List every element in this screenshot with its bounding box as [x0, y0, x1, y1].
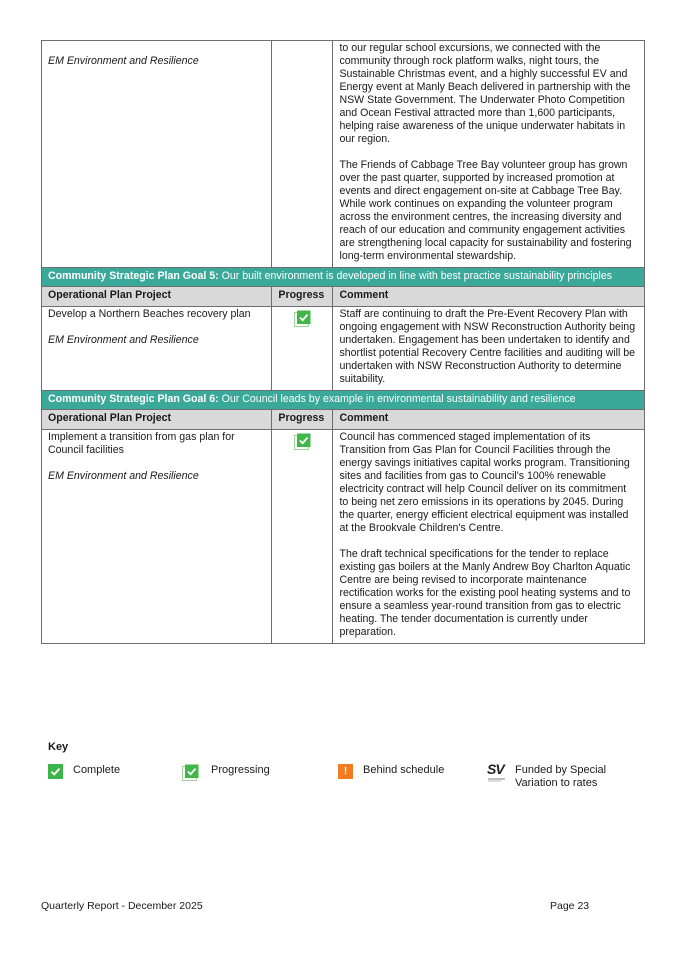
goal-label: Community Strategic Plan Goal 5: [48, 270, 219, 282]
key-item-funded [487, 761, 625, 790]
key-item-complete [48, 764, 120, 779]
goal-label: Community Strategic Plan Goal 6: [48, 393, 219, 405]
operational-plan-table [41, 40, 645, 644]
sv-logo-text: SV [487, 761, 504, 777]
header-project: Operational Plan Project [42, 410, 272, 430]
footer-report-title: Quarterly Report - December 2025 [41, 900, 203, 912]
comment-paragraph: Staff are continuing to draft the Pre-Event Recovery Plan with ongoing engagement with NSW Reconstruction Authority being undertaken. Engagement has been undertaken to identify and shortlist potential Recovery Centre facilities and auditing will be undertaken with NSW Reconstruction Authority to determine suitability. [339, 308, 636, 385]
footer-page-number: Page 23 [550, 900, 590, 912]
project-name: Develop a Northern Beaches recovery plan [48, 308, 251, 320]
header-comment: Comment [333, 287, 645, 307]
project-owner: EM Environment and Resilience [48, 334, 199, 346]
table-header-row [42, 287, 645, 307]
progressing-icon [294, 310, 311, 327]
key-label-funded: Funded by Special Variation to rates [515, 764, 607, 789]
table-row [42, 307, 645, 391]
comment-paragraph: to our regular school excursions, we connected with the community through rock platform walks, night tours, the Sustainable Christmas event, and a highly successful EV and Energy event at Manly Beach delivered in partnership with the NSW State Government. The Underwater Photo Competition and Ocean Festival attracted more than 1,600 participants, helping raise awareness of the unique underwater habitats in our region. [339, 42, 631, 145]
project-owner: EM Environment and Resilience [48, 470, 199, 482]
header-progress: Progress [272, 410, 333, 430]
goal-row-5 [42, 268, 645, 287]
goal-text: Our Council leads by example in environmental sustainability and resilience [218, 393, 576, 405]
table-header-row [42, 410, 645, 430]
header-comment: Comment [333, 410, 645, 430]
key-item-behind [338, 764, 444, 779]
special-variation-icon [487, 761, 507, 784]
progressing-icon [182, 764, 199, 781]
progressing-icon [294, 433, 311, 450]
table-row-continued [42, 41, 645, 268]
warning-icon: ! [338, 764, 353, 779]
comment-paragraph: The Friends of Cabbage Tree Bay volunteer group has grown over the past quarter, supported by increased promotion at events and direct engagement on-site at Cabbage Tree Bay. While work continues on expanding the volunteer program across the environment centres, the increasing diversity and reach of our education and community engagement activities are strengthening local capacity for sustainability and fostering long-term environmental stewardship. [339, 159, 632, 262]
table-row [42, 430, 645, 644]
key-label-progressing: Progressing [211, 764, 270, 776]
key-label-complete: Complete [73, 764, 121, 776]
key-title: Key [48, 741, 69, 753]
key-label-behind: Behind schedule [363, 764, 445, 776]
complete-icon [48, 764, 63, 779]
key-item-progressing [182, 764, 270, 781]
project-name: Implement a transition from gas plan for Council facilities [48, 431, 235, 456]
header-project: Operational Plan Project [42, 287, 272, 307]
header-progress: Progress [272, 287, 333, 307]
comment-paragraph: Council has commenced staged implementation of its Transition from Gas Plan for Council Facilities through the energy savings initiatives capital works program. Transitioning sites and facilities from gas to Council's 100% renewable electricity contract will help Council deliver on its commitment to being net zero emissions in its operations by 2045. During the quarter, energy efficient electrical equipment was installed at the Brookvale Children's Centre. [339, 431, 630, 534]
goal-text: Our built environment is developed in line with best practice sustainability principles [218, 270, 613, 282]
project-owner: EM Environment and Resilience [48, 55, 199, 67]
goal-row-6 [42, 391, 645, 410]
comment-paragraph: The draft technical specifications for the tender to replace existing gas boilers at the Manly Andrew Boy Charlton Aquatic Centre are being revised to incorporate maintenance rectification works for the existing pool heating systems and to ensure a seamless year-round transition from gas to electric heating. The tender documentation is currently under preparation. [339, 548, 631, 638]
